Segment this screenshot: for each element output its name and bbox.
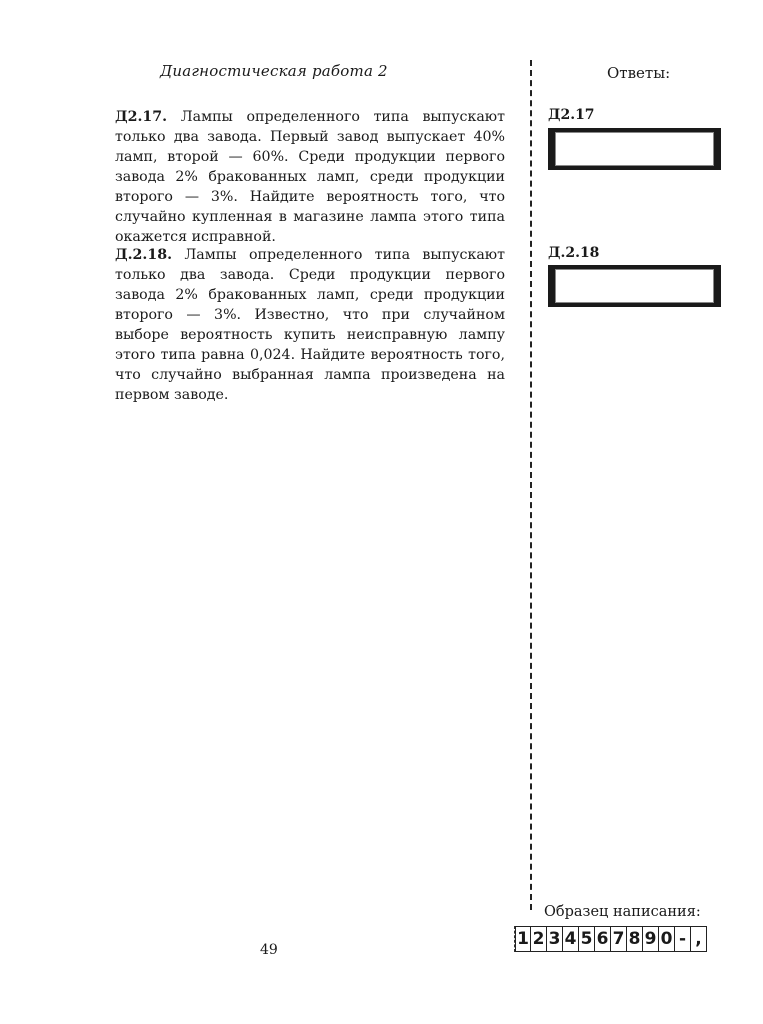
cut-line-divider (530, 60, 532, 910)
sample-char: 8 (627, 926, 643, 952)
answer-box-d2-17[interactable] (548, 128, 721, 170)
sample-char: 5 (579, 926, 595, 952)
sample-char: 4 (563, 926, 579, 952)
answers-heading: Ответы: (607, 64, 671, 82)
answer-box-d2-18[interactable] (548, 265, 721, 307)
sample-char: 3 (547, 926, 563, 952)
problem-number: Д.2.18. (115, 247, 173, 263)
sample-char: , (691, 926, 707, 952)
page-header-title: Диагностическая работа 2 (160, 62, 388, 80)
sample-char: - (675, 926, 691, 952)
problem-d2-18 (115, 245, 505, 405)
problem-number: Д2.17. (115, 109, 168, 125)
sample-char: 9 (643, 926, 659, 952)
sample-char: 2 (531, 926, 547, 952)
answer-label-d2-18: Д.2.18 (548, 245, 600, 261)
sample-char: 7 (611, 926, 627, 952)
answer-label-d2-17: Д2.17 (548, 107, 595, 123)
problem-text: Лампы определенного типа выпускают только два завода. Среди продукции первого завода 2% бракованных ламп, среди продукции второго — 3%. Известно, что при случайном выборе вероятность купить неисправную лампу этого типа равна 0,024. Найдите вероятность того, что случайно выбранная лампа произведена на первом заводе. (115, 247, 505, 403)
sample-char: 1 (515, 926, 531, 952)
problem-d2-17 (115, 107, 505, 247)
page-number: 49 (260, 942, 278, 958)
problem-text: Лампы определенного типа выпускают только два завода. Первый завод выпускает 40% ламп, второй — 60%. Среди продукции первого завода 2% бракованных ламп, среди продукции второго — 3%. Найдите вероятность того, что случайно купленная в магазине лампа этого типа окажется исправной. (115, 109, 505, 245)
sample-char: 0 (659, 926, 675, 952)
sample-writing-strip (514, 926, 707, 952)
sample-char: 6 (595, 926, 611, 952)
sample-writing-label: Образец написания: (544, 904, 701, 920)
